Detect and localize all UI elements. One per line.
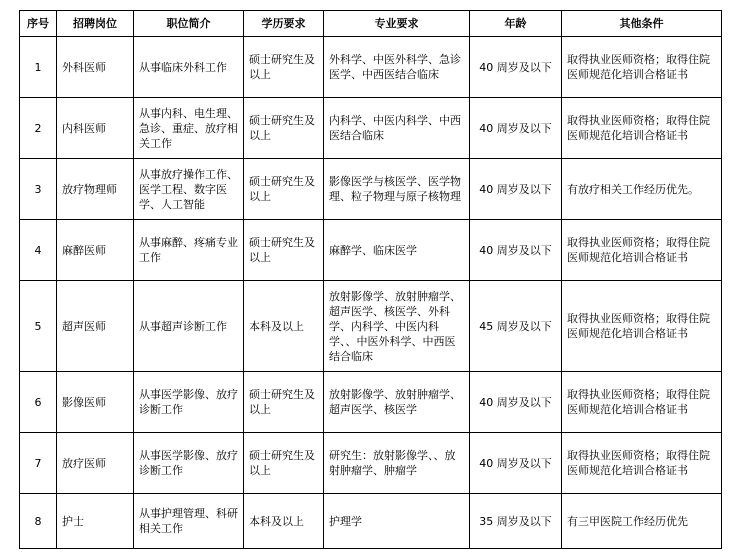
table-row	[20, 281, 722, 372]
cell-other: 取得执业医师资格；取得住院医师规范化培训合格证书	[562, 220, 722, 281]
header-seq: 序号	[20, 11, 57, 37]
cell-seq: 8	[20, 494, 57, 549]
cell-major: 放射影像学、放射肿瘤学、超声医学、核医学	[324, 372, 470, 433]
table-row	[20, 98, 722, 159]
cell-education: 硕士研究生及以上	[244, 433, 324, 494]
header-age: 年龄	[470, 11, 562, 37]
cell-age: 35 周岁及以下	[470, 494, 562, 549]
header-position: 招聘岗位	[57, 11, 134, 37]
cell-description: 从事医学影像、放疗诊断工作	[134, 372, 244, 433]
cell-other: 取得执业医师资格；取得住院医师规范化培训合格证书	[562, 433, 722, 494]
cell-position: 麻醉医师	[57, 220, 134, 281]
cell-seq: 6	[20, 372, 57, 433]
cell-seq: 4	[20, 220, 57, 281]
cell-age: 40 周岁及以下	[470, 98, 562, 159]
cell-other: 取得执业医师资格；取得住院医师规范化培训合格证书	[562, 98, 722, 159]
cell-other: 有放疗相关工作经历优先。	[562, 159, 722, 220]
cell-education: 硕士研究生及以上	[244, 220, 324, 281]
cell-major: 内科学、中医内科学、中西医结合临床	[324, 98, 470, 159]
table-row	[20, 159, 722, 220]
cell-position: 放疗物理师	[57, 159, 134, 220]
cell-other: 有三甲医院工作经历优先	[562, 494, 722, 549]
table-row	[20, 494, 722, 549]
cell-description: 从事医学影像、放疗诊断工作	[134, 433, 244, 494]
header-description: 职位简介	[134, 11, 244, 37]
cell-description: 从事放疗操作工作、医学工程、数字医学、人工智能	[134, 159, 244, 220]
cell-other: 取得执业医师资格；取得住院医师规范化培训合格证书	[562, 372, 722, 433]
cell-description: 从事麻醉、疼痛专业工作	[134, 220, 244, 281]
cell-major: 麻醉学、临床医学	[324, 220, 470, 281]
cell-education: 本科及以上	[244, 281, 324, 372]
header-major: 专业要求	[324, 11, 470, 37]
cell-education: 硕士研究生及以上	[244, 372, 324, 433]
cell-position: 护士	[57, 494, 134, 549]
cell-other: 取得执业医师资格；取得住院医师规范化培训合格证书	[562, 37, 722, 98]
header-other: 其他条件	[562, 11, 722, 37]
cell-seq: 1	[20, 37, 57, 98]
cell-education: 硕士研究生及以上	[244, 98, 324, 159]
cell-description: 从事内科、电生理、急诊、重症、放疗相关工作	[134, 98, 244, 159]
cell-seq: 7	[20, 433, 57, 494]
table-row	[20, 372, 722, 433]
cell-seq: 3	[20, 159, 57, 220]
table-row	[20, 220, 722, 281]
recruitment-table	[19, 10, 722, 549]
cell-description: 从事临床外科工作	[134, 37, 244, 98]
cell-age: 40 周岁及以下	[470, 37, 562, 98]
cell-age: 40 周岁及以下	[470, 372, 562, 433]
cell-other: 取得执业医师资格；取得住院医师规范化培训合格证书	[562, 281, 722, 372]
cell-description: 从事护理管理、科研相关工作	[134, 494, 244, 549]
cell-major: 研究生：放射影像学、、放射肿瘤学、肿瘤学	[324, 433, 470, 494]
cell-seq: 2	[20, 98, 57, 159]
cell-age: 45 周岁及以下	[470, 281, 562, 372]
header-education: 学历要求	[244, 11, 324, 37]
cell-age: 40 周岁及以下	[470, 159, 562, 220]
cell-position: 放疗医师	[57, 433, 134, 494]
table-row	[20, 37, 722, 98]
cell-major: 外科学、中医外科学、急诊医学、中西医结合临床	[324, 37, 470, 98]
cell-education: 本科及以上	[244, 494, 324, 549]
cell-education: 硕士研究生及以上	[244, 159, 324, 220]
cell-major: 护理学	[324, 494, 470, 549]
cell-education: 硕士研究生及以上	[244, 37, 324, 98]
cell-seq: 5	[20, 281, 57, 372]
table-header-row	[20, 11, 722, 37]
cell-position: 内科医师	[57, 98, 134, 159]
table-row	[20, 433, 722, 494]
cell-age: 40 周岁及以下	[470, 433, 562, 494]
cell-age: 40 周岁及以下	[470, 220, 562, 281]
cell-major: 影像医学与核医学、医学物理、粒子物理与原子核物理	[324, 159, 470, 220]
cell-position: 影像医师	[57, 372, 134, 433]
cell-position: 超声医师	[57, 281, 134, 372]
cell-major: 放射影像学、放射肿瘤学、超声医学、核医学、外科学、内科学、中医内科学、、中医外科学、中西医结合临床	[324, 281, 470, 372]
cell-description: 从事超声诊断工作	[134, 281, 244, 372]
cell-position: 外科医师	[57, 37, 134, 98]
